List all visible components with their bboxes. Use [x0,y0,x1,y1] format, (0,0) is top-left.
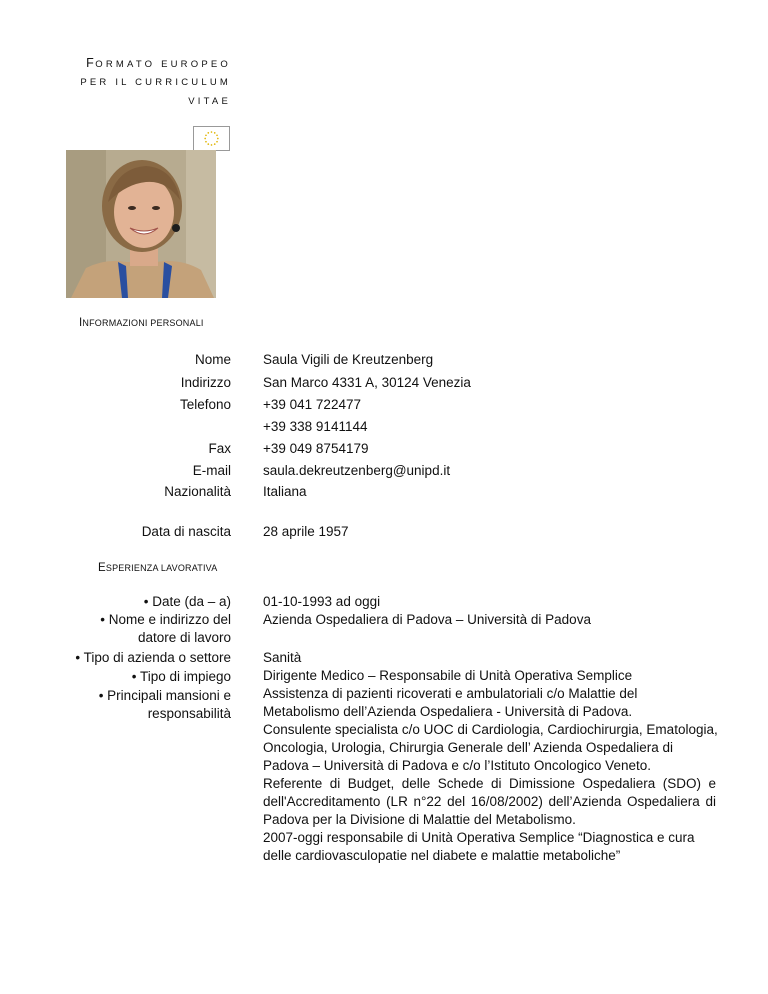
address-value: San Marco 4331 A, 30124 Venezia [263,375,471,390]
duty-item-3: Referente di Budget, delle Schede di Dimissione Ospedaliera (SDO) e dell'Accreditamento (LR n°22 del 16/08/2002) dell’Azienda Ospedaliera di Padova per la Divisione di Malattie del Metabolismo. [263,776,716,827]
employer-label-line-2: datore di lavoro [137,630,231,645]
email-label: E-mail [192,463,231,478]
phone-value-2[interactable]: +39 338 9141144 [263,419,368,434]
work-details [263,649,716,865]
name-label: Nome [194,352,231,367]
duty-item-4: 2007-oggi responsabile di Unità Operativa Semplice “Diagnostica e cura delle cardiovasculopatie nel diabete e malattie metaboliche” [263,830,695,863]
birth-date-value: 28 aprile 1957 [263,524,349,539]
heading-initial: E [98,562,106,574]
heading-rest: SPERIENZA LAVORATIVA [105,563,218,573]
dates-value: 01-10-1993 ad oggi [263,594,381,609]
duties-label-line-1: • Principali mansioni e [98,688,231,703]
birth-date-label: Data di nascita [141,524,231,539]
phone-value-1[interactable]: +39 041 722477 [263,397,361,412]
heading-rest: NFORMAZIONI PERSONALI [82,318,204,328]
heading-initial: I [79,317,83,329]
document-title-line-3: VITAE [188,96,231,107]
sector-label: • Tipo di azienda o settore [75,650,231,665]
address-label: Indirizzo [180,375,231,390]
title-rest: ORMATO EUROPEO [95,59,231,70]
job-type-value: Dirigente Medico – Responsabile di Unità Operativa Semplice [263,668,633,683]
eu-flag-icon [193,126,230,151]
name-value: Saula Vigili de Kreutzenberg [263,352,434,367]
portrait-photo [66,150,216,298]
employer-label-line-1: • Nome e indirizzo del [100,612,231,627]
employer-value: Azienda Ospedaliera di Padova – Università di Padova [263,612,591,627]
phone-label: Telefono [179,397,231,412]
fax-value: +39 049 8754179 [263,441,369,456]
fax-label: Fax [208,441,231,456]
email-link[interactable]: saula.dekreutzenberg@unipd.it [263,463,451,478]
personal-info-heading [79,317,204,329]
title-initial: F [86,56,96,70]
duty-item-1: Assistenza di pazienti ricoverati e ambulatoriali c/o Malattie del Metabolismo dell’Azienda Ospedaliera - Università di Padova. [263,686,638,719]
nationality-label: Nazionalità [164,484,231,499]
nationality-value: Italiana [263,484,307,499]
duty-item-2: Consulente specialista c/o UOC di Cardiologia, Cardiochirurgia, Ematologia, Oncologia, Urologia, Chirurgia Generale dell’ Azienda Ospedaliera di Padova – Università di Padova e c/o l’Istituto Oncologico Veneto. [263,722,718,773]
document-title-line-1 [86,56,231,72]
job-type-label: • Tipo di impiego [131,669,231,684]
sector-value: Sanità [263,650,302,665]
work-experience-heading [98,562,217,574]
duties-label-line-2: responsabilità [147,706,231,721]
dates-label: • Date (da – a) [143,594,231,609]
document-title-line-2: PER IL CURRICULUM [80,77,231,88]
